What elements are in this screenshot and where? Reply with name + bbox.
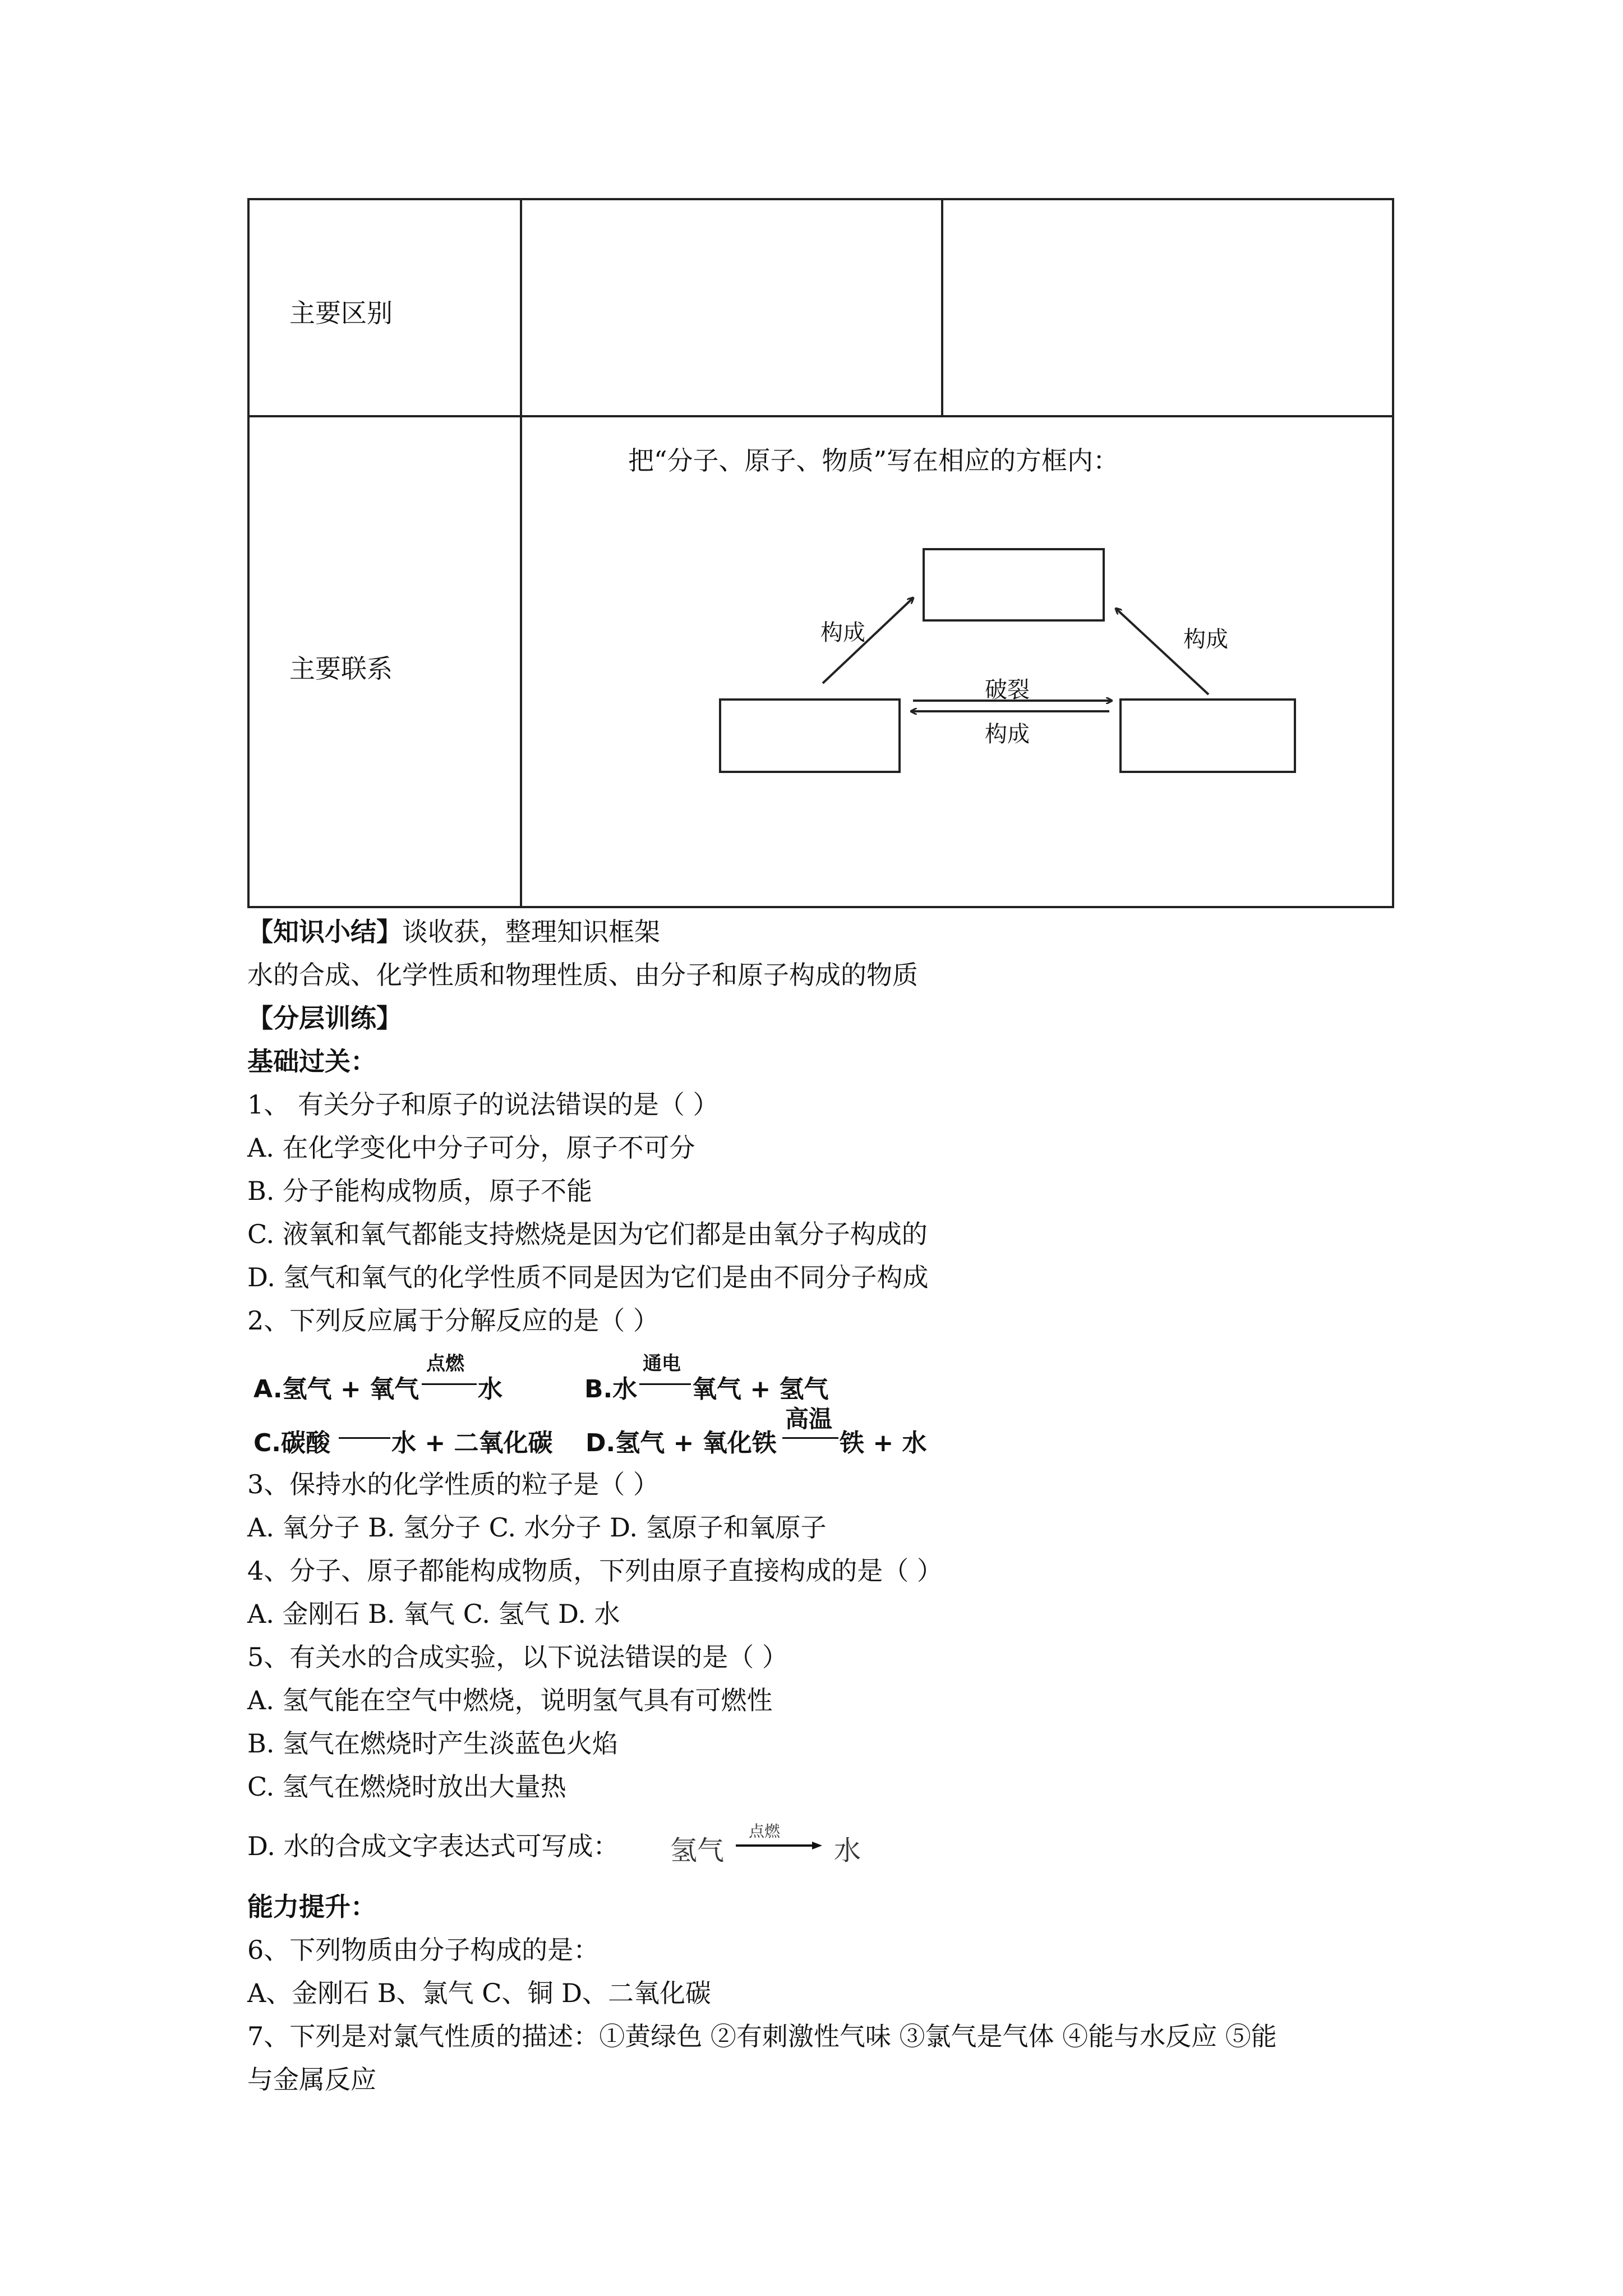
summary-content: 水的合成、化学性质和物理性质、由分子和原子构成的物质 [247,960,918,990]
label-right-compose: 构成 [1183,627,1228,652]
q5-option-d[interactable]: D. 水的合成文字表达式可写成： [247,1831,619,1861]
q5-option-b[interactable]: B. 氢气在燃烧时产生淡蓝色火焰 [247,1728,619,1759]
label-mid-compose: 构成 [985,721,1030,747]
q2-option-b-left[interactable]: B.水 [584,1375,638,1404]
q2-option-a-left[interactable]: A.氢气 + 氧气 [253,1375,419,1404]
q5-d-left: 氢气 [670,1835,725,1866]
q5-d-arrow-icon [735,1840,824,1851]
q2-option-b-cond: 通电 [643,1352,681,1375]
q2-b-arrow-icon [639,1383,691,1385]
q2-c-arrow-icon [339,1437,390,1439]
diagram-instruction: 把“分子、原子、物质”写在相应的方框内： [628,445,1119,476]
q2-option-c-left[interactable]: C.碳酸 [253,1429,331,1457]
q5-d-right: 水 [834,1835,861,1866]
q2-stem: 2、下列反应属于分解反应的是（ ） [247,1305,659,1336]
q2-option-c-right: 水 + 二氧化碳 [391,1429,553,1457]
q4-options[interactable]: A. 金刚石 B. 氧气 C. 氢气 D. 水 [247,1599,620,1629]
q1-option-a[interactable]: A. 在化学变化中分子可分，原子不可分 [247,1133,695,1163]
summary-heading: 【知识小结】 [247,917,402,947]
q2-option-d-left[interactable]: D.氢气 + 氧化铁 [585,1429,777,1457]
row-label-difference: 主要区别 [289,298,393,328]
q3-options[interactable]: A. 氧分子 B. 氢分子 C. 水分子 D. 氢原子和氧原子 [247,1512,827,1543]
q5-d-cond: 点燃 [749,1822,781,1841]
basic-heading: 基础过关： [247,1046,376,1076]
q1-stem: 1、 有关分子和原子的说法错误的是（ ） [247,1089,719,1120]
q2-option-d-right: 铁 + 水 [840,1429,927,1457]
summary-line [247,919,660,945]
q1-option-d[interactable]: D. 氢气和氧气的化学性质不同是因为它们是由不同分子构成 [247,1262,929,1292]
q5-stem: 5、有关水的合成实验，以下说法错误的是（ ） [247,1642,788,1672]
ability-heading: 能力提升： [247,1892,376,1922]
summary-heading-rest: 谈收获，整理知识框架 [402,917,660,947]
q2-option-a-right: 水 [478,1375,502,1404]
q6-options[interactable]: A、金刚石 B、氯气 C、铜 D、二氧化碳 [247,1978,711,2008]
q1-option-c[interactable]: C. 液氧和氧气都能支持燃烧是因为它们都是由氧分子构成的 [247,1219,928,1249]
q2-d-arrow-icon [782,1437,838,1439]
q2-a-arrow-icon [422,1383,477,1385]
q1-option-b[interactable]: B. 分子能构成物质，原子不能 [247,1176,593,1206]
q7-line2: 与金属反应 [247,2064,376,2095]
q2-option-a-cond: 点燃 [426,1352,464,1375]
q5-option-a[interactable]: A. 氢气能在空气中燃烧，说明氢气具有可燃性 [247,1685,773,1715]
q5-option-c[interactable]: C. 氢气在燃烧时放出大量热 [247,1772,566,1802]
q7-line1: 7、下列是对氯气性质的描述：①黄绿色 ②有刺激性气味 ③氯气是气体 ④能与水反应 ⑤能 [247,2021,1277,2051]
label-left-compose: 构成 [820,620,865,646]
q6-stem: 6、下列物质由分子构成的是： [247,1935,600,1965]
label-break: 破裂 [985,677,1030,703]
row-label-connection: 主要联系 [289,654,393,684]
q2-option-b-right: 氧气 + 氢气 [692,1375,829,1404]
q3-stem: 3、保持水的化学性质的粒子是（ ） [247,1469,659,1499]
diagram-arrows [0,0,1623,954]
q2-option-d-cond: 高温 [785,1405,833,1433]
training-heading: 【分层训练】 [247,1003,402,1033]
q4-stem: 4、分子、原子都能构成物质，下列由原子直接构成的是（ ） [247,1556,943,1586]
